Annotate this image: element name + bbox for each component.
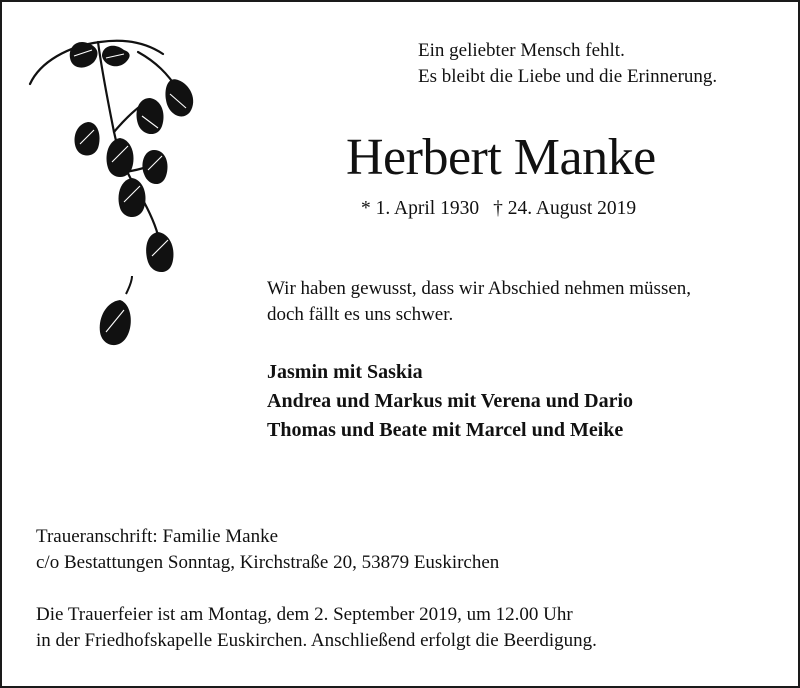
ceremony-notice xyxy=(36,602,597,654)
address-line: Traueranschrift: Familie Manke xyxy=(36,526,279,547)
quote-line: Ein geliebter Mensch fehlt. xyxy=(418,40,625,61)
address-line: c/o Bestattungen Sonntag, Kirchstraße 20, 53879 Euskirchen xyxy=(36,552,500,573)
mourners-list xyxy=(267,358,633,445)
death-date: † 24. August 2019 xyxy=(493,198,637,219)
birth-date: * 1. April 1930 xyxy=(361,198,480,219)
mourner-line: Jasmin mit Saskia xyxy=(267,361,423,383)
memorial-quote xyxy=(418,38,717,90)
birch-branch-icon xyxy=(28,32,208,362)
message-line: Wir haben gewusst, dass wir Abschied nehmen müssen, xyxy=(267,278,692,299)
message-line: doch fällt es uns schwer. xyxy=(267,304,454,325)
ceremony-line: Die Trauerfeier ist am Montag, dem 2. September 2019, um 12.00 Uhr xyxy=(36,604,573,625)
farewell-message xyxy=(267,276,691,328)
life-dates xyxy=(361,196,636,222)
mourner-line: Thomas und Beate mit Marcel und Meike xyxy=(267,419,624,441)
ceremony-line: in der Friedhofskapelle Euskirchen. Anschließend erfolgt die Beerdigung. xyxy=(36,630,597,651)
mourning-address xyxy=(36,524,499,576)
deceased-name: Herbert Manke xyxy=(346,129,656,186)
mourner-line: Andrea und Markus mit Verena und Dario xyxy=(267,390,633,412)
quote-line: Es bleibt die Liebe und die Erinnerung. xyxy=(418,66,718,87)
